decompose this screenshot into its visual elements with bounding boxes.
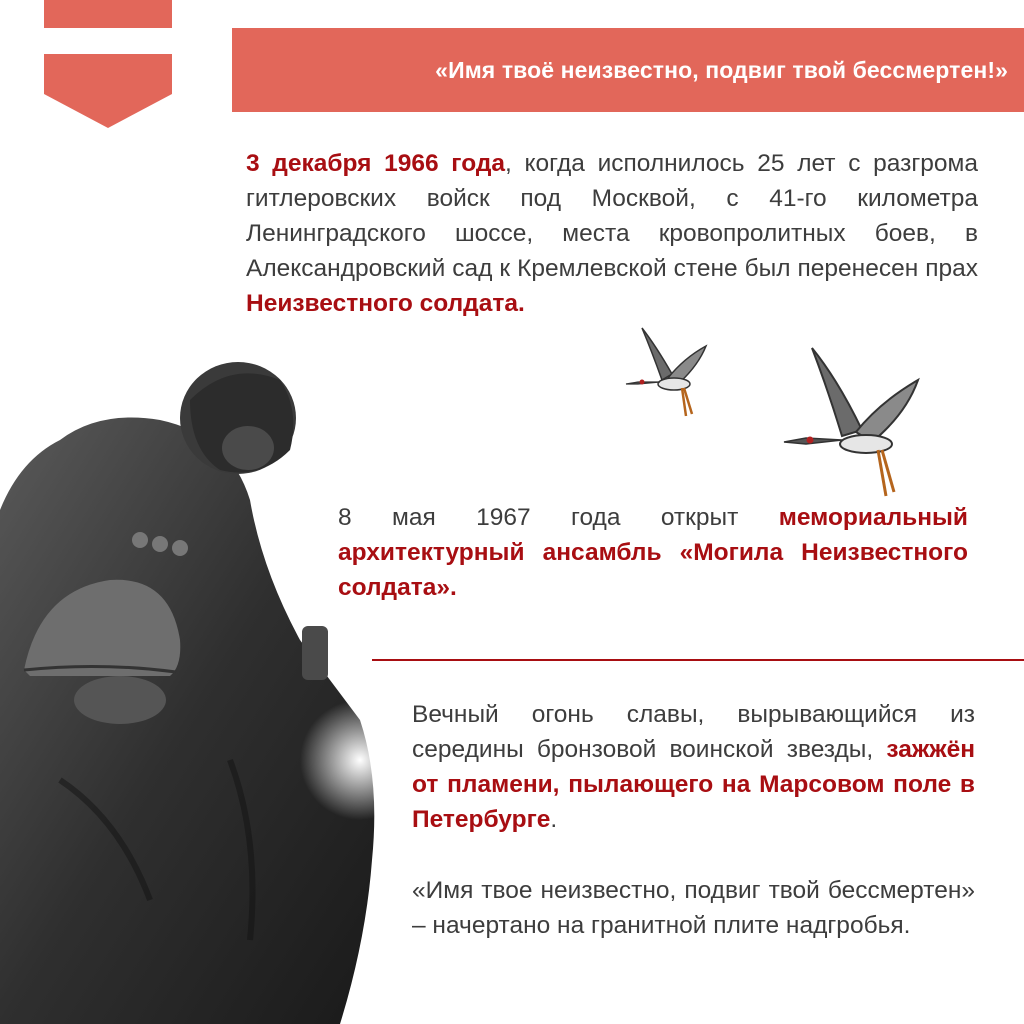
paragraph-end: . xyxy=(550,806,558,833)
banner-title: «Имя твоё неизвестно, подвиг твой бессмертен!» xyxy=(435,56,1008,83)
paragraph-text: 8 мая 1967 года открыт xyxy=(338,504,779,531)
title-banner xyxy=(232,28,1024,112)
flame-source-highlight: зажжён от пламени, пылающего на Марсовом поле в Петербурге xyxy=(412,736,975,833)
section-divider xyxy=(372,659,1024,661)
crane-small-illustration xyxy=(622,322,712,422)
paragraph-memorial-opening xyxy=(338,500,968,605)
ribbon-top-decoration xyxy=(44,0,172,28)
paragraph-reburial xyxy=(246,146,978,321)
crane-large-illustration xyxy=(782,340,922,500)
paragraph-inscription xyxy=(412,873,975,943)
paragraph-text: , когда исполнилось 25 лет с разгрома гитлеровских войск под Москвой, с 41-го километра Ленинградского шоссе, места кровопролитных боев, в Александровский сад к Кремлевской стене был перенесен прах xyxy=(246,150,978,282)
paragraph-text: «Имя твое неизвестно, подвиг твой бессмертен» – начертано на гранитной плите надгробья. xyxy=(412,877,975,939)
paragraph-text: Вечный огонь славы, вырывающийся из середины бронзовой воинской звезды, xyxy=(412,701,975,763)
paragraph-eternal-flame xyxy=(412,697,975,837)
memorial-highlight: мемориальный архитектурный ансамбль «Могила Неизвестного солдата». xyxy=(338,504,968,601)
soldier-statue-illustration xyxy=(0,340,400,1024)
date-highlight: 3 декабря 1966 года xyxy=(246,150,506,177)
ribbon-arrow-decoration xyxy=(44,54,172,128)
unknown-soldier-highlight: Неизвестного солдата. xyxy=(246,290,525,317)
